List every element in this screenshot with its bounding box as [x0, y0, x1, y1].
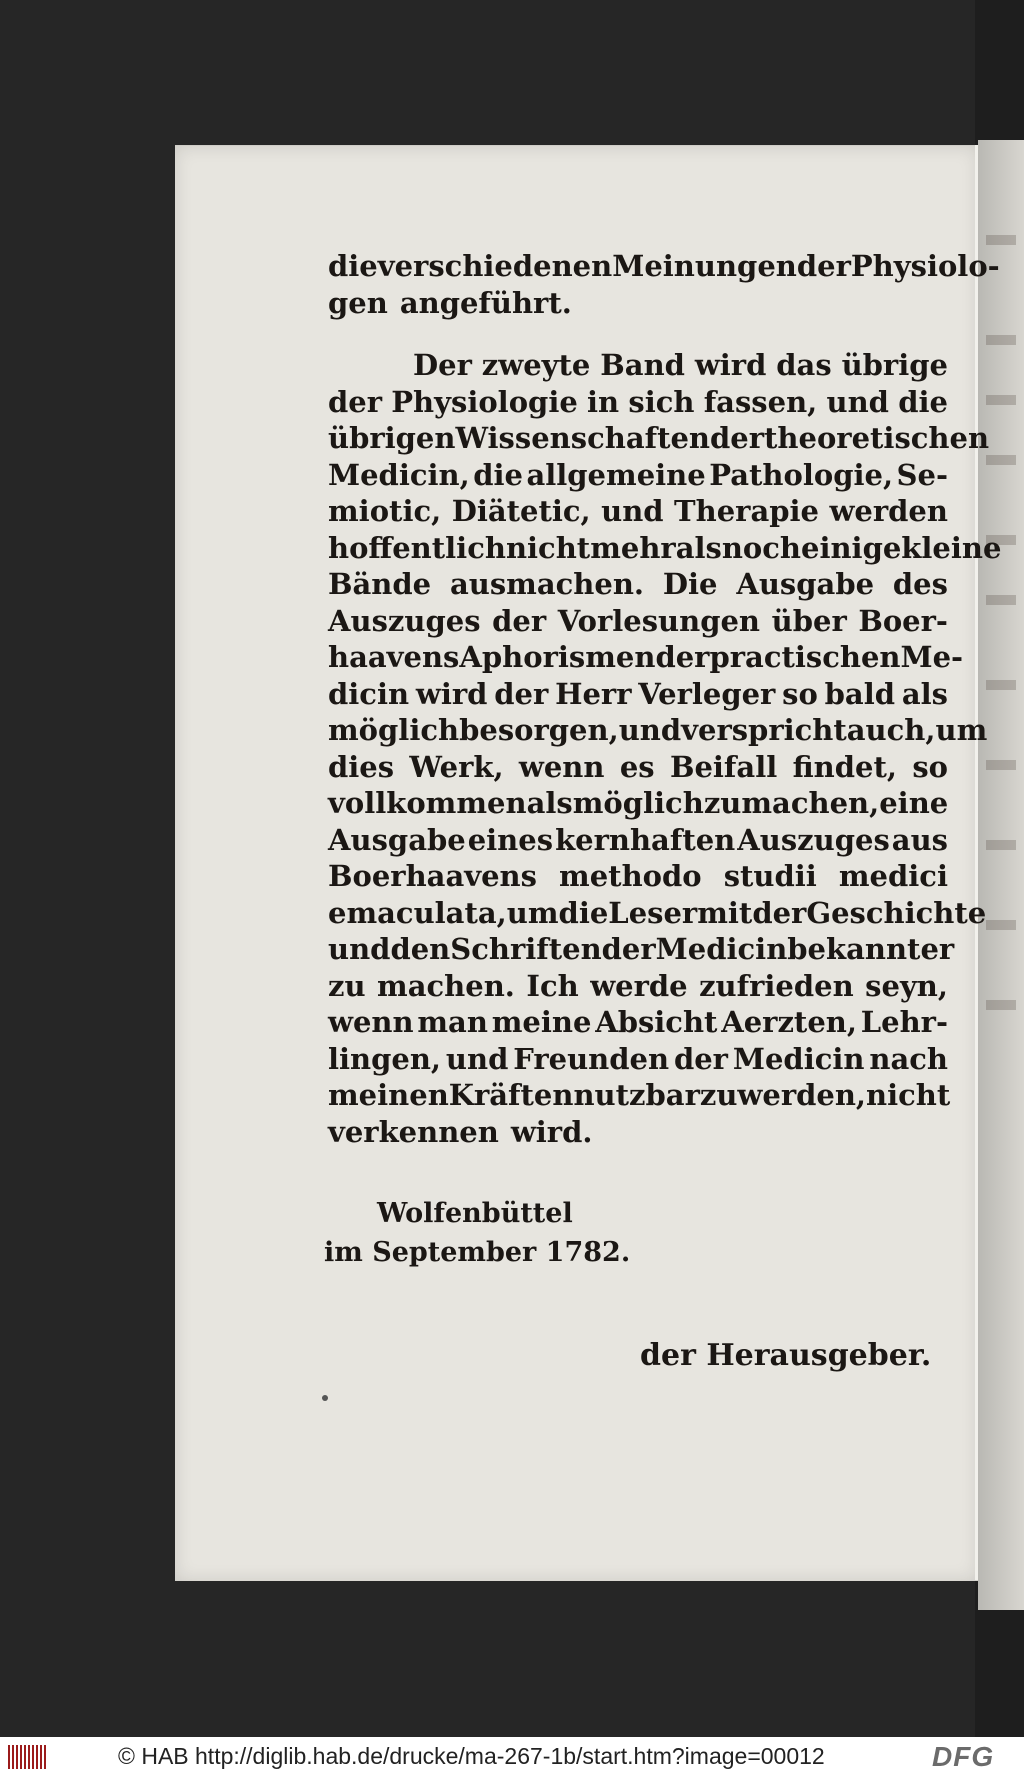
word: gen: [328, 285, 388, 320]
word: und: [826, 384, 889, 419]
word: wird: [694, 348, 767, 382]
copyright-url[interactable]: © HAB http://diglib.hab.de/drucke/ma-267-1b/start.htm?image=00012: [118, 1743, 825, 1769]
word: möglich: [572, 786, 704, 820]
word: nach: [869, 1041, 948, 1076]
word: verkennen: [328, 1114, 499, 1149]
word: Herr: [555, 676, 632, 711]
bleed-through-mark: [986, 760, 1016, 770]
word: Me-: [900, 640, 964, 674]
word: miotic,: [328, 494, 442, 528]
word: zu: [699, 1078, 738, 1112]
word: mehr: [590, 530, 676, 565]
word: so: [912, 749, 948, 784]
word: werden,: [737, 1078, 867, 1112]
word: der: [655, 640, 710, 674]
word: practischen: [709, 640, 901, 674]
word: so: [782, 676, 818, 711]
place-line: Wolfenbüttel: [377, 1198, 573, 1229]
text-line: [328, 566, 948, 603]
word: verschiedenen: [377, 249, 613, 283]
word: seyn,: [865, 968, 948, 1003]
word: Der: [413, 348, 472, 382]
bleed-through-mark: [986, 335, 1016, 345]
word: noch: [721, 530, 801, 565]
word: als: [901, 676, 948, 711]
word: das: [776, 348, 832, 382]
word: theoretischen: [764, 421, 990, 455]
word: Ausgabe: [328, 822, 466, 857]
text-line: [328, 822, 948, 859]
text-line: [328, 457, 948, 494]
word: der: [492, 603, 547, 638]
word: werden: [829, 494, 948, 528]
word: dicin: [328, 676, 410, 711]
word: kernhaften: [555, 822, 736, 857]
word: Kräften: [448, 1078, 574, 1112]
word: zweyte: [481, 348, 591, 382]
text-line: [328, 285, 948, 322]
word: machen.: [377, 968, 515, 1003]
word: Wissenschaften: [455, 421, 711, 455]
word: die: [558, 895, 609, 930]
word: bekannter: [787, 932, 955, 966]
word: Medicin: [732, 1041, 865, 1076]
word: wird: [415, 676, 488, 711]
signature-line: der Herausgeber.: [640, 1338, 932, 1373]
word: der: [796, 249, 851, 283]
hab-logo-icon: [8, 1745, 48, 1769]
word: der: [494, 676, 549, 711]
word: Bände: [328, 567, 432, 601]
word: Meinungen: [612, 249, 797, 283]
word: aus: [891, 822, 948, 857]
text-line: [328, 895, 987, 932]
word: und: [601, 494, 664, 528]
text-line: [328, 712, 988, 749]
word: Se-: [896, 457, 948, 492]
word: nutzbar: [573, 1078, 700, 1112]
word: Absicht: [595, 1005, 718, 1039]
word: kleine: [901, 530, 1002, 565]
word: des: [892, 567, 948, 601]
paper-speck: [322, 1395, 328, 1401]
dfg-logo: DFG: [932, 1741, 995, 1772]
text-line: [328, 785, 948, 822]
word: übrigen: [328, 421, 456, 455]
word: Pathologie,: [709, 457, 894, 492]
word: dies: [328, 749, 395, 784]
word: Therapie: [674, 494, 819, 528]
word: in: [587, 384, 620, 419]
word: Schriften: [450, 932, 602, 966]
word: als: [526, 786, 573, 820]
word: die: [473, 457, 523, 492]
word: studii: [723, 859, 817, 893]
word: Boerhaavens: [328, 859, 537, 893]
word: die: [898, 384, 948, 419]
bleed-through-mark: [986, 840, 1016, 850]
word: Aphorismen: [459, 640, 656, 674]
word: einige: [801, 530, 902, 565]
word: findet,: [792, 749, 897, 784]
word: Vorlesungen: [557, 603, 761, 638]
word: methodo: [559, 859, 702, 893]
text-line: [328, 1114, 948, 1151]
word: ausmachen.: [449, 567, 645, 601]
word: wenn: [518, 749, 605, 784]
word: möglich: [328, 713, 460, 747]
word: Ausgabe: [736, 567, 875, 601]
footer-bar: [0, 1737, 1024, 1777]
word: Auszuges: [328, 603, 481, 638]
bleed-through-mark: [986, 680, 1016, 690]
text-line: [328, 347, 948, 384]
page-body-text: [328, 248, 1002, 1150]
word: Medicin: [655, 932, 788, 966]
word: verspricht: [681, 713, 847, 747]
paragraph-gap: [328, 321, 948, 347]
word: emaculata,: [328, 895, 507, 930]
text-line: [328, 248, 1000, 285]
word: bald: [824, 676, 896, 711]
word: Band: [600, 348, 685, 382]
word: eines: [467, 822, 554, 857]
word: hoffentlich: [328, 530, 506, 565]
word: nicht: [866, 1078, 951, 1112]
word: Die: [662, 567, 718, 601]
word: über: [771, 603, 847, 638]
word: als: [675, 530, 722, 565]
word: werde: [590, 968, 688, 1003]
text-line: [328, 968, 948, 1005]
text-line: [328, 858, 948, 895]
text-line: [328, 931, 955, 968]
page-edge: [975, 145, 978, 1580]
word: besorgen,: [459, 713, 619, 747]
word: und: [445, 1041, 509, 1076]
word: um: [935, 713, 988, 747]
word: Lehr-: [860, 1005, 948, 1039]
bleed-through-mark: [986, 235, 1016, 245]
word: lingen,: [328, 1041, 442, 1076]
bleed-through-mark: [986, 595, 1016, 605]
word: und: [618, 713, 682, 747]
word: es: [619, 749, 655, 784]
date-line: im September 1782.: [324, 1237, 631, 1268]
text-line: [328, 676, 948, 713]
word: und: [328, 932, 391, 966]
word: sich: [628, 384, 695, 419]
text-line: [328, 384, 948, 421]
word: zu: [328, 968, 366, 1003]
bleed-through-mark: [986, 1000, 1016, 1010]
text-line: [328, 603, 948, 640]
word: Geschichte: [806, 895, 987, 930]
word: wird.: [510, 1114, 593, 1149]
word: Verleger: [638, 676, 776, 711]
text-line: [328, 493, 948, 530]
word: Aerzten,: [721, 1005, 857, 1039]
word: zufrieden: [699, 968, 854, 1003]
word: auch,: [846, 713, 936, 747]
text-line: [328, 1077, 951, 1114]
word: wenn: [328, 1005, 414, 1039]
word: meine: [491, 1005, 592, 1039]
word: Beifall: [669, 749, 778, 784]
word: Auszuges: [737, 822, 890, 857]
word: fassen,: [703, 384, 818, 419]
bleed-through-mark: [986, 920, 1016, 930]
word: machen,: [741, 786, 880, 820]
word: der: [752, 895, 807, 930]
text-line: [328, 639, 964, 676]
word: der: [328, 384, 383, 419]
word: der: [710, 421, 765, 455]
word: Diätetic,: [451, 494, 591, 528]
text-line: [328, 530, 1002, 567]
word: der: [601, 932, 656, 966]
word: angeführt.: [399, 285, 572, 320]
word: zu: [703, 786, 742, 820]
word: Physiolo-: [850, 249, 1000, 283]
text-line: [328, 1041, 948, 1078]
word: Boer-: [858, 603, 948, 638]
bleed-through-mark: [986, 455, 1016, 465]
facing-page-edge: [978, 140, 1024, 1610]
word: allgemeine: [526, 457, 706, 492]
word: vollkommen: [328, 786, 527, 820]
word: Ich: [526, 968, 579, 1003]
bleed-through-mark: [986, 395, 1016, 405]
word: Leser: [608, 895, 698, 930]
word: eine: [879, 786, 949, 820]
word: nicht: [505, 530, 591, 565]
text-line: [328, 1004, 948, 1041]
word: Medicin,: [328, 457, 470, 492]
word: Werk,: [409, 749, 504, 784]
word: medici: [838, 859, 948, 893]
word: die: [328, 249, 378, 283]
text-line: [328, 749, 948, 786]
word: haavens: [328, 640, 460, 674]
word: mit: [697, 895, 753, 930]
word: man: [417, 1005, 488, 1039]
word: Physiologie: [391, 384, 578, 419]
word: übrige: [841, 348, 948, 382]
word: meinen: [328, 1078, 449, 1112]
text-line: [328, 420, 990, 457]
word: den: [390, 932, 451, 966]
word: der: [673, 1041, 728, 1076]
word: Freunden: [513, 1041, 670, 1076]
word: um: [506, 895, 559, 930]
